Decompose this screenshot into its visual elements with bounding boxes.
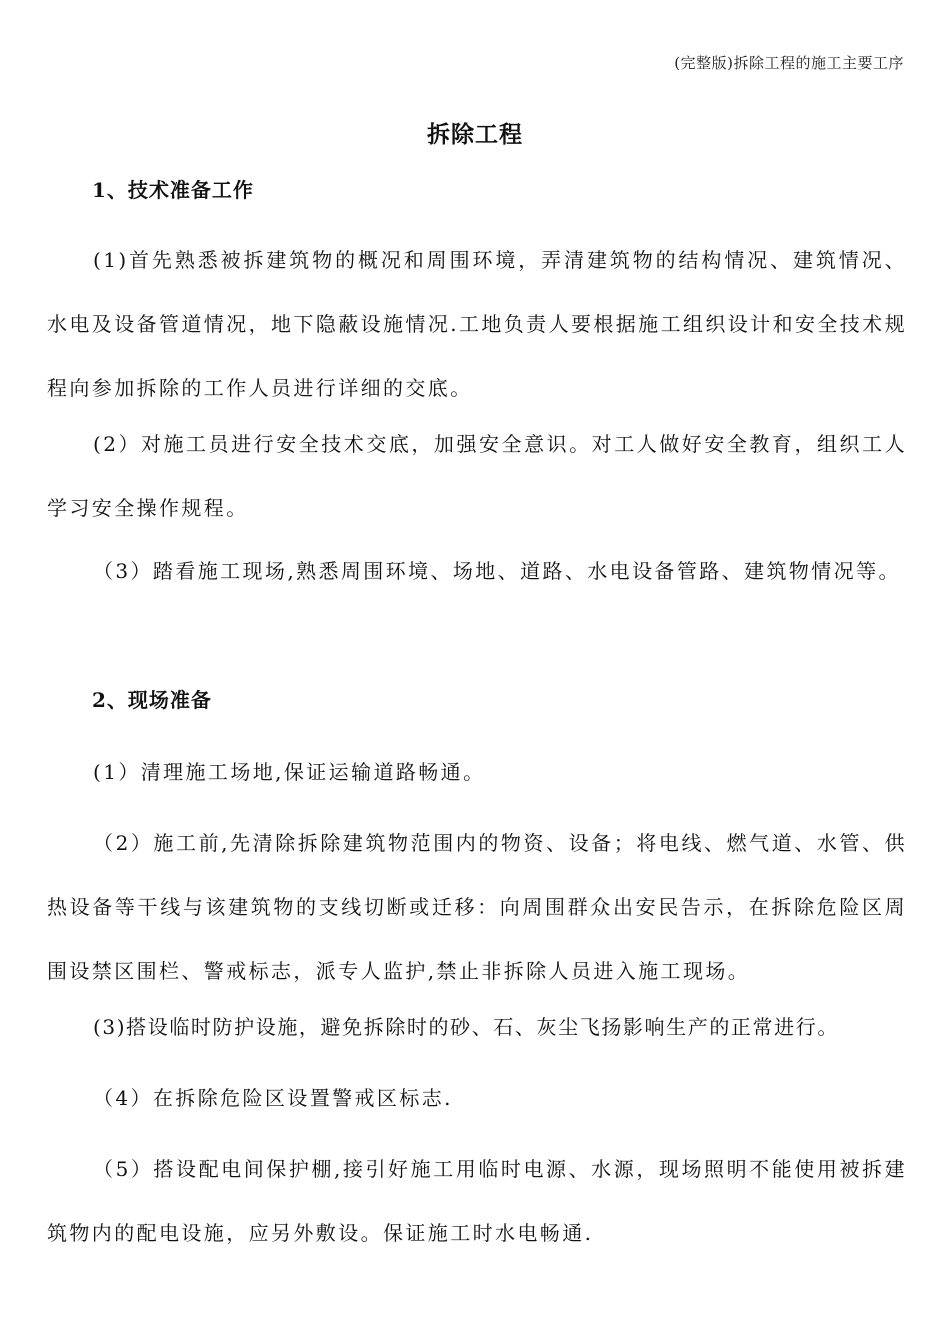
- paragraph-tech-3: （3）踏看施工现场,熟悉周围环境、场地、道路、水电设备管路、建筑物情况等。: [93, 559, 901, 583]
- document-title: 拆除工程: [427, 121, 523, 148]
- paragraph-site-1: (1）清理施工场地,保证运输道路畅通。: [93, 760, 486, 784]
- paragraph-site-5: （5）搭设配电间保护棚,接引好施工用临时电源、水源，现场照明不能使用被拆建筑物内的配电设施，应另外敷设。保证施工时水电畅通.: [47, 1157, 907, 1245]
- section-heading-site-prep: 2、现场准备: [92, 688, 212, 712]
- paragraph-tech-1: (1)首先熟悉被拆建筑物的概况和周围环境，弄清建筑物的结构情况、建筑情况、水电及设备管道情况，地下隐蔽设施情况.工地负责人要根据施工组织设计和安全技术规程向参加拆除的工作人员进行详细的交底。: [47, 248, 907, 400]
- paragraph-site-2: （2）施工前,先清除拆除建筑物范围内的物资、设备；将电线、燃气道、水管、供热设备等干线与该建筑物的支线切断或迁移：向周围群众出安民告示，在拆除危险区周围设禁区围栏、警戒标志，派专人监护,禁止非拆除人员进入施工现场。: [47, 831, 907, 983]
- paragraph-site-4: （4）在拆除危险区设置警戒区标志.: [93, 1086, 453, 1110]
- paragraph-site-3: (3)搭设临时防护设施，避免拆除时的砂、石、灰尘飞扬影响生产的正常进行。: [93, 1015, 839, 1039]
- paragraph-tech-2: (2）对施工员进行安全技术交底，加强安全意识。对工人做好安全教育，组织工人学习安全操作规程。: [47, 432, 907, 520]
- section-heading-technical-prep: 1、技术准备工作: [92, 178, 254, 202]
- running-header: (完整版)拆除工程的施工主要工序: [674, 54, 904, 72]
